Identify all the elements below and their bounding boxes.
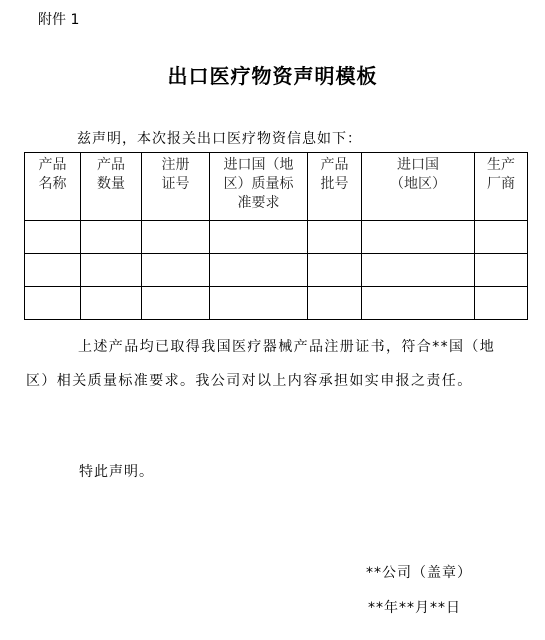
table-cell xyxy=(25,221,81,254)
table-cell xyxy=(362,221,475,254)
table-body xyxy=(25,221,528,320)
col-product-name: 产品 名称 xyxy=(25,153,81,221)
special-statement: 特此声明。 xyxy=(79,464,154,480)
col-import-country: 进口国 （地区） xyxy=(362,153,475,221)
table-cell xyxy=(81,254,142,287)
table-cell xyxy=(475,287,528,320)
intro-text: 兹声明，本次报关出口医疗物资信息如下： xyxy=(77,131,362,147)
product-info-table xyxy=(24,152,528,320)
company-seal-line: **公司（盖章） xyxy=(366,565,472,581)
table-cell xyxy=(362,254,475,287)
table-cell xyxy=(142,221,210,254)
table-row xyxy=(25,254,528,287)
statement-text: 上述产品均已取得我国医疗器械产品注册证书，符合**国（地区）相关质量标准要求。我公司对以上内容承担如实申报之责任。 xyxy=(26,339,496,389)
table-cell xyxy=(81,287,142,320)
table-cell xyxy=(81,221,142,254)
statement-paragraph xyxy=(26,330,502,398)
table-cell xyxy=(142,254,210,287)
table-cell xyxy=(25,287,81,320)
date-line: **年**月**日 xyxy=(368,600,461,616)
table-cell xyxy=(308,254,362,287)
table-header-row xyxy=(25,153,528,221)
col-product-quantity: 产品 数量 xyxy=(81,153,142,221)
table-cell xyxy=(142,287,210,320)
table-cell xyxy=(475,221,528,254)
table-row xyxy=(25,221,528,254)
table-cell xyxy=(25,254,81,287)
table-cell xyxy=(210,221,308,254)
table-cell xyxy=(308,221,362,254)
col-batch-number: 产品 批号 xyxy=(308,153,362,221)
col-manufacturer: 生产 厂商 xyxy=(475,153,528,221)
col-quality-standard: 进口国（地 区）质量标 准要求 xyxy=(210,153,308,221)
table-cell xyxy=(475,254,528,287)
table-cell xyxy=(210,254,308,287)
col-registration-number: 注册 证号 xyxy=(142,153,210,221)
document-title: 出口医疗物资声明模板 xyxy=(167,64,378,88)
table-cell xyxy=(210,287,308,320)
table-cell xyxy=(362,287,475,320)
attachment-label: 附件 1 xyxy=(38,12,80,28)
table-row xyxy=(25,287,528,320)
table-cell xyxy=(308,287,362,320)
